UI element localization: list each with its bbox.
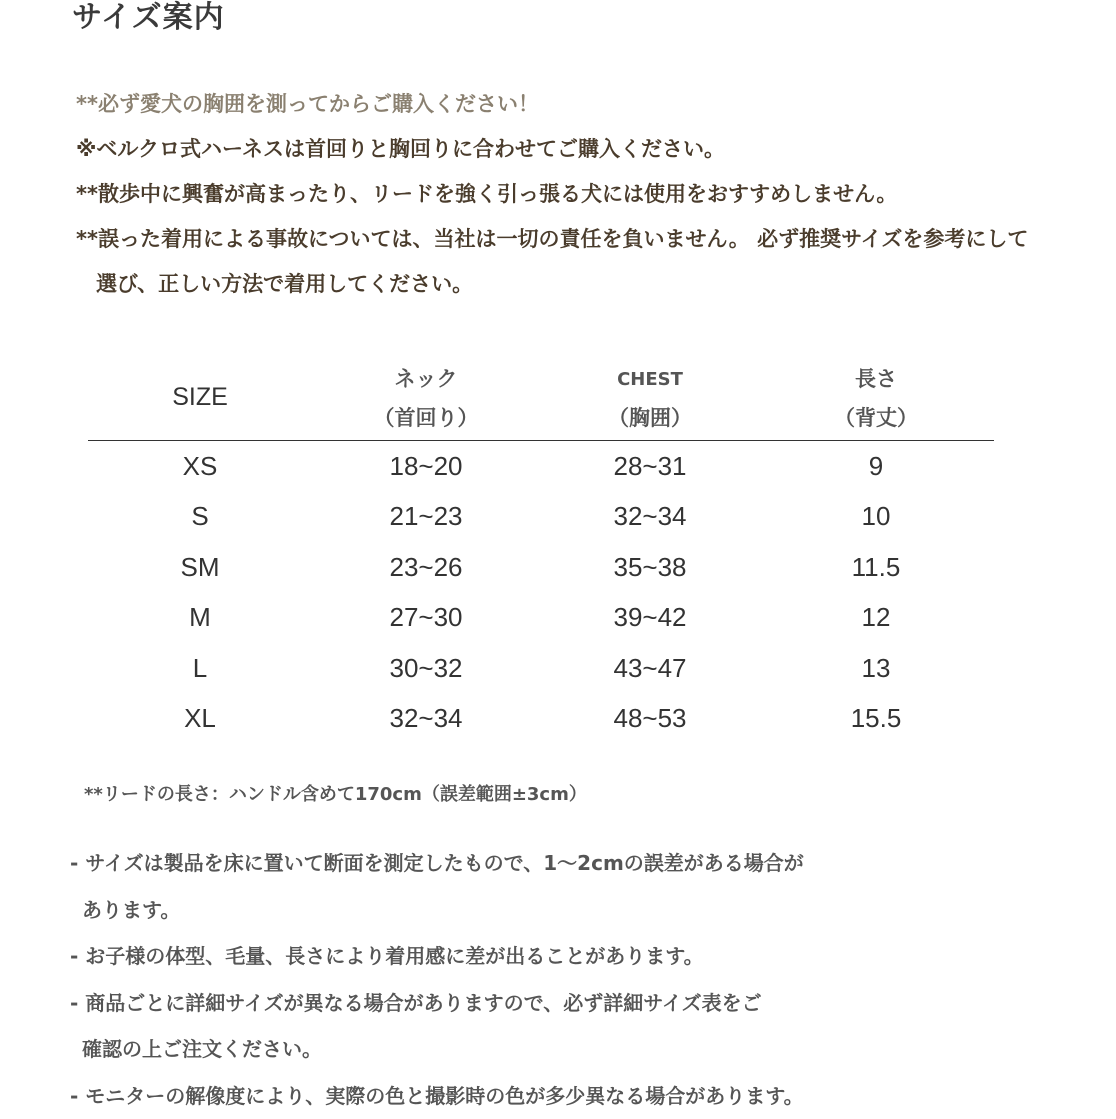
header-length: [824, 360, 928, 438]
cell-chest: 32~34: [588, 491, 712, 541]
header-length-label: 長さ: [855, 367, 897, 391]
table-row: [88, 542, 994, 592]
cell-chest: 43~47: [588, 643, 712, 693]
cell-size: S: [140, 491, 260, 541]
table-body: [88, 441, 994, 743]
size-table: [88, 358, 994, 743]
cell-length: 13: [824, 643, 928, 693]
header-chest: [588, 360, 712, 438]
cell-length: 11.5: [824, 542, 928, 592]
table-row: [88, 643, 994, 693]
disclaimer-list: [70, 840, 1090, 1119]
cell-size: XS: [140, 441, 260, 491]
disclaimer-fit: - お子様の体型、毛量、長さにより着用感に差が出ることがあります。: [70, 933, 1090, 980]
disclaimer-measurement-cont: あります。: [70, 887, 1090, 934]
cell-size: SM: [140, 542, 260, 592]
note-liability-cont: 選び、正しい方法で着用してください。: [76, 262, 1076, 307]
disclaimer-measurement: - サイズは製品を床に置いて断面を測定したもので、1～2cmの誤差がある場合が: [70, 840, 1090, 887]
purchase-notes: [76, 82, 1076, 307]
header-length-sub: （背丈）: [824, 399, 928, 438]
cell-length: 15.5: [824, 693, 928, 743]
table-row: [88, 441, 994, 491]
lead-length-note: **リードの長さ：ハンドル含めて170cm（誤差範囲±3cm）: [84, 780, 587, 806]
cell-size: XL: [140, 693, 260, 743]
cell-neck: 30~32: [364, 643, 488, 693]
cell-chest: 48~53: [588, 693, 712, 743]
note-liability: **誤った着用による事故については、当社は一切の責任を負いません。 必ず推奨サイズを参考にして: [76, 217, 1076, 262]
cell-neck: 23~26: [364, 542, 488, 592]
disclaimer-color: - モニターの解像度により、実際の色と撮影時の色が多少異なる場合があります。: [70, 1073, 1090, 1119]
header-chest-label: CHEST: [617, 369, 683, 390]
header-chest-sub: （胸囲）: [588, 399, 712, 438]
header-neck-sub: （首回り）: [364, 399, 488, 438]
disclaimer-size-chart: - 商品ごとに詳細サイズが異なる場合がありますので、必ず詳細サイズ表をご: [70, 980, 1090, 1027]
cell-length: 9: [824, 441, 928, 491]
cell-length: 10: [824, 491, 928, 541]
cell-neck: 18~20: [364, 441, 488, 491]
cell-length: 12: [824, 592, 928, 642]
cell-neck: 27~30: [364, 592, 488, 642]
cell-chest: 35~38: [588, 542, 712, 592]
note-velcro-harness: ※ベルクロ式ハーネスは首回りと胸回りに合わせてご購入ください。: [76, 127, 1076, 172]
disclaimer-size-chart-cont: 確認の上ご注文ください。: [70, 1026, 1090, 1073]
cell-neck: 21~23: [364, 491, 488, 541]
header-neck: [364, 360, 488, 438]
table-row: [88, 592, 994, 642]
note-measure-chest: **必ず愛犬の胸囲を測ってからご購入ください！: [76, 82, 1076, 127]
cell-size: L: [140, 643, 260, 693]
cell-size: M: [140, 592, 260, 642]
page-title: サイズ案内: [72, 0, 225, 36]
note-excited-dogs: **散歩中に興奮が高まったり、リードを強く引っ張る犬には使用をおすすめしません。: [76, 172, 1076, 217]
header-neck-label: ネック: [395, 367, 458, 391]
cell-chest: 39~42: [588, 592, 712, 642]
table-row: [88, 491, 994, 541]
cell-chest: 28~31: [588, 441, 712, 491]
table-row: [88, 693, 994, 743]
header-size: SIZE: [140, 378, 260, 417]
cell-neck: 32~34: [364, 693, 488, 743]
table-header: [88, 358, 994, 441]
